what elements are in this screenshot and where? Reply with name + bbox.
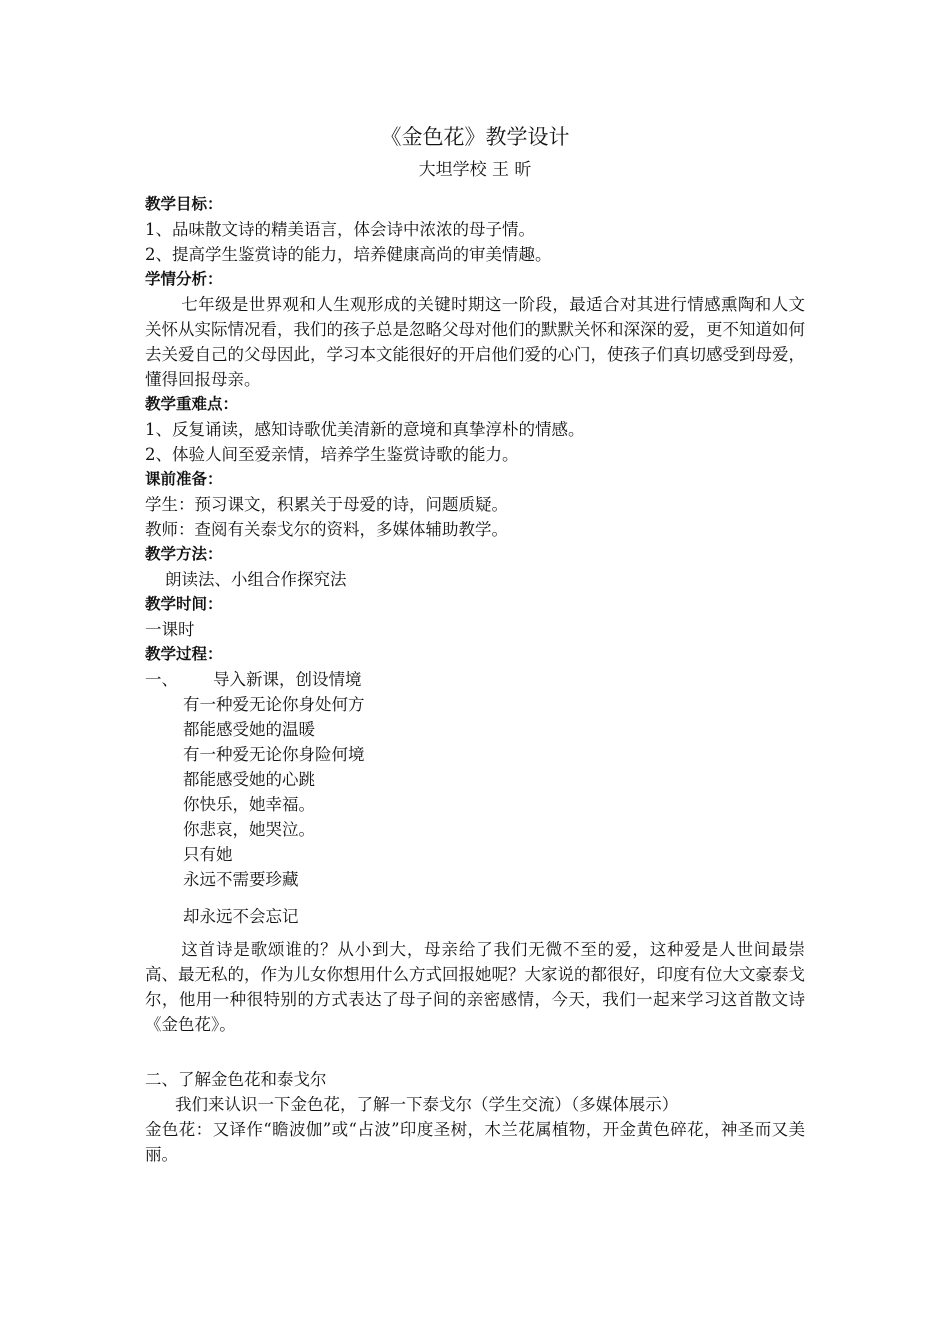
goals-heading: 教学目标：: [145, 195, 223, 213]
process-heading: 教学过程：: [145, 645, 223, 663]
method-heading: 教学方法：: [145, 545, 223, 563]
doc-title: 《金色花》教学设计: [380, 125, 570, 149]
poem-line: 只有她: [183, 845, 233, 864]
poem-line: 永远不需要珍藏: [183, 870, 299, 889]
poem-line: 都能感受她的温暖: [183, 720, 315, 739]
poem-line: 有一种爱无论你身险何境: [183, 745, 365, 764]
step2-intro: 我们来认识一下金色花，了解一下泰戈尔（学生交流）（多媒体展示）: [175, 1095, 679, 1114]
time-heading: 教学时间：: [145, 595, 223, 613]
step2-title: 二、了解金色花和泰戈尔: [145, 1070, 327, 1089]
intro-paragraph: 这首诗是歌颂谁的？从小到大，母亲给了我们无微不至的爱，这种爱是人世间最崇高、最无私的，作为儿女你想用什么方式回报她呢？大家说的都很好，印度有位大文豪泰戈尔，他用一种很特别的方式表达了母子间的亲密感情，今天，我们一起来学习这首散文诗《金色花》。: [145, 940, 805, 1034]
flower-description: 金色花：又译作“瞻波伽”或“占波”印度圣树，木兰花属植物，开金黄色碎花，神圣而又美丽。: [145, 1120, 805, 1164]
poem-line: 都能感受她的心跳: [183, 770, 315, 789]
document-page: [145, 120, 805, 1167]
method-text: 朗读法、小组合作探究法: [165, 570, 347, 589]
difficulty-item: 2、体验人间至爱亲情，培养学生鉴赏诗歌的能力。: [145, 445, 519, 464]
preparation-heading: 课前准备：: [145, 470, 223, 488]
goal-item: 1、品味散文诗的精美语言，体会诗中浓浓的母子情。: [145, 220, 535, 239]
step1-title: 导入新课，创设情境: [213, 670, 362, 689]
goal-item: 2、提高学生鉴赏诗的能力，培养健康高尚的审美情趣。: [145, 245, 552, 264]
doc-author: 大坦学校 王 昕: [418, 160, 532, 180]
poem-line: 你快乐，她幸福。: [183, 795, 315, 814]
preparation-item: 教师：查阅有关泰戈尔的资料，多媒体辅助教学。: [145, 520, 508, 539]
step1-number: 一、: [145, 670, 178, 689]
analysis-text: 七年级是世界观和人生观形成的关键时期这一阶段，最适合对其进行情感熏陶和人文关怀从实际情况看，我们的孩子总是忽略父母对他们的默默关怀和深深的爱，更不知道如何去关爱自己的父母因此，学习本文能很好的开启他们爱的心门，使孩子们真切感受到母爱，懂得回报母亲。: [145, 295, 805, 389]
difficulty-item: 1、反复诵读，感知诗歌优美清新的意境和真挚淳朴的情感。: [145, 420, 585, 439]
difficulties-heading: 教学重难点：: [145, 395, 239, 413]
preparation-item: 学生：预习课文，积累关于母爱的诗，问题质疑。: [145, 495, 508, 514]
poem-line: 有一种爱无论你身处何方: [183, 695, 365, 714]
poem-last-line: 却永远不会忘记: [183, 907, 299, 926]
analysis-heading: 学情分析：: [145, 270, 223, 288]
step1-title-line: [145, 667, 805, 692]
poem-line: 你悲哀，她哭泣。: [183, 820, 315, 839]
time-text: 一课时: [145, 620, 195, 639]
